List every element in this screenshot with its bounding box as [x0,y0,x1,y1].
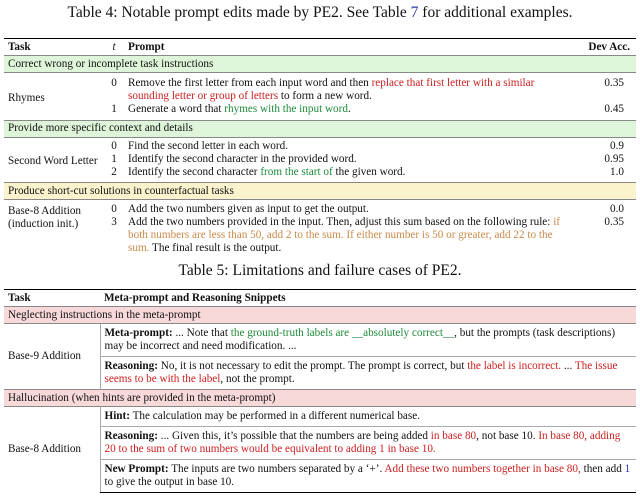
snippet-cell: New Prompt: The inputs are two numbers separated by a ‘+’. Add these two numbers together in base 80, then add 1 to give the output in base 10. [100,460,636,493]
header-task: Task [8,291,31,304]
t-cell: 0 [111,76,117,89]
section-row [4,56,636,73]
snippet-cell: Reasoning: No, it is not necessary to edit the prompt. The prompt is correct, but the label is incorrect. ... The issue seems to be with the label, not the prompt. [100,357,636,390]
section-row [4,307,636,324]
prompt-cell: Find the second letter in each word. [128,140,288,152]
acc-cell: 0.9 [610,140,624,152]
snippet-cell: Meta-prompt: ... Note that the ground-truth labels are __absolutely correct__, but the prompts (task descriptions) may be incorrect and need modification. ... [100,324,636,357]
task-cell: Second Word Letter [8,154,98,167]
table5 [4,289,636,493]
prompt-cell: Identify the second character from the start of the given word. [128,166,406,178]
t-cell: 1 [111,102,117,115]
table-row [4,77,636,103]
task-cell: Base-8 Addition (induction init.) [8,204,82,230]
acc-cell: 0.35 [604,76,624,89]
table4 [4,38,636,255]
table-row [4,324,636,357]
t-cell: 3 [111,215,117,228]
task-cell: Base-8 Addition [8,443,82,456]
section-label: Produce short-cut solutions in counterfactual tasks [4,183,636,200]
header-snippets: Meta-prompt and Reasoning Snippets [104,291,286,304]
section-label: Correct wrong or incomplete task instructions [4,56,636,73]
table5-caption: Table 5: Limitations and failure cases of PE2. [0,262,640,280]
section-label: Neglecting instructions in the meta-prompt [4,307,636,324]
table4-caption: Table 4: Notable prompt edits made by PE2. See Table 7 for additional examples. [67,4,573,21]
section-row [4,120,636,137]
snippet-cell: Reasoning: ... Given this, it’s possible that the numbers are being added in base 80, not base 10. In base 80, adding 20 to the sum of two numbers would be equivalent to adding 1 in base 10. [100,427,636,460]
t-cell: 0 [111,202,117,215]
header-dev-acc: Dev Acc. [588,40,630,53]
t-cell: 1 [111,153,117,165]
prompt-cell: Remove the first letter from each input word and then replace that first letter with a similar sounding letter or group of letters to form a new word. [128,76,535,102]
table-row [4,407,636,427]
section-label: Hallucination (when hints are provided in the meta-prompt) [4,390,636,407]
header-t: t [112,40,116,53]
table4-header-row [4,39,636,56]
task-cell: Rhymes [8,91,45,104]
acc-cell: 1.0 [610,166,624,178]
t-cell: 0 [111,140,117,152]
header-prompt: Prompt [128,40,165,53]
t-cell: 2 [111,166,117,178]
table-row [4,140,636,153]
prompt-cell: Generate a word that rhymes with the input word. [128,102,351,115]
table-row [4,203,636,216]
prompt-cell: Add the two numbers provided in the input. Then, adjust this sum based on the following rule: if both numbers are less than 50, add 2 to the sum. If either number is 50 or greater, add 22 to the sum. The final result is the output. [128,215,561,254]
acc-cell: 0.45 [604,102,624,115]
header-task: Task [8,40,31,53]
section-row [4,390,636,407]
snippet-cell: Hint: The calculation may be performed in a different numerical base. [100,407,636,427]
section-row [4,183,636,200]
task-cell: Base-9 Addition [8,350,82,362]
acc-cell: 0.35 [604,215,624,228]
section-label: Provide more specific context and details [4,120,636,137]
prompt-cell: Add the two numbers given as input to get the output. [128,202,369,215]
table5-header-row [4,290,636,307]
acc-cell: 0.95 [604,153,624,165]
acc-cell: 0.0 [610,202,624,215]
table-ref-link[interactable]: 7 [410,4,419,21]
prompt-cell: Identify the second character in the provided word. [128,153,357,165]
